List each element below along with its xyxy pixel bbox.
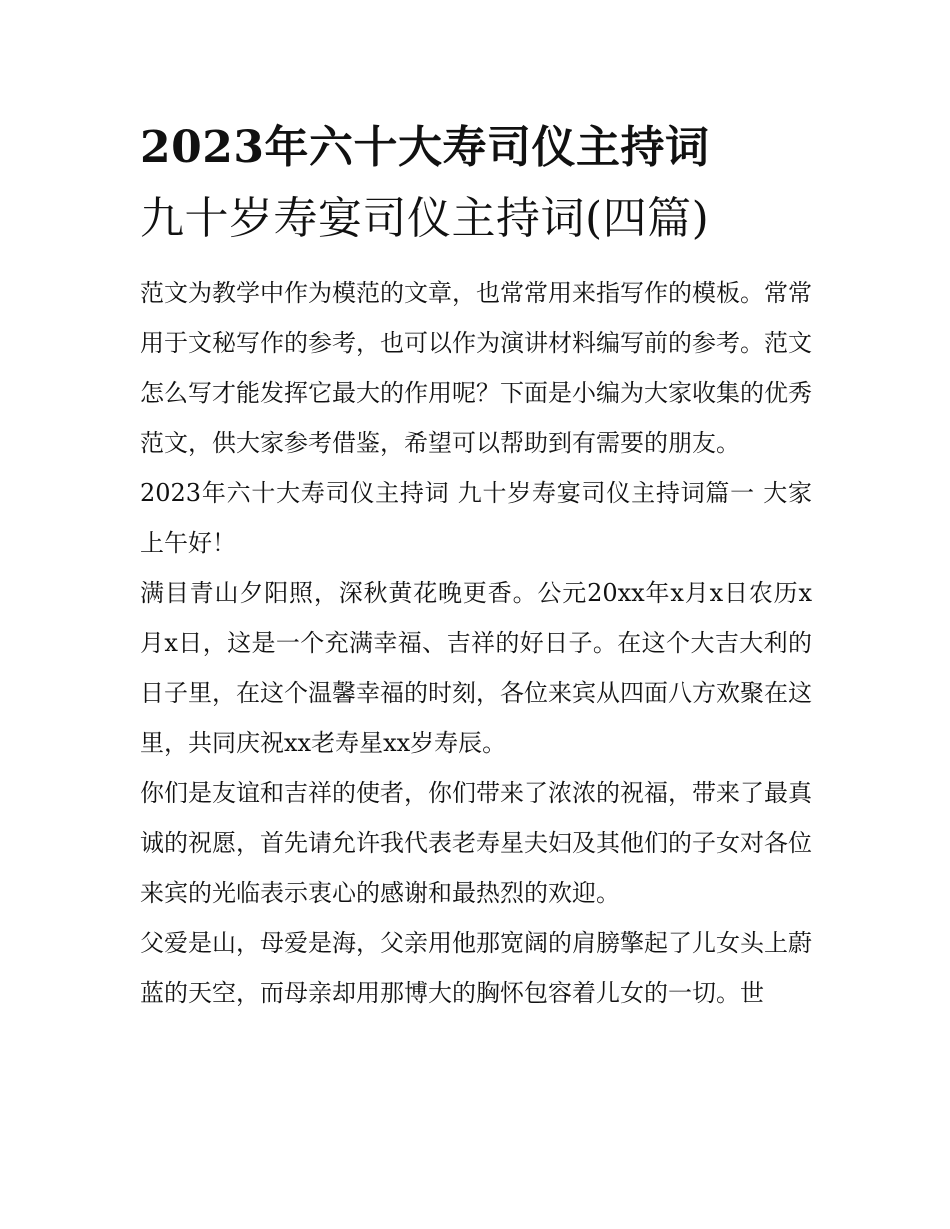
document-title [140,112,812,254]
document-body [140,268,812,1018]
paragraph-intro: 范文为教学中作为模范的文章，也常常用来指写作的模板。常常用于文秘写作的参考，也可以作为演讲材料编写前的参考。范文怎么写才能发挥它最大的作用呢？下面是小编为大家收集的优秀范文，供大家参考借鉴，希望可以帮助到有需要的朋友。 [140,279,812,457]
title-line-1: 2023年六十大寿司仪主持词 [140,122,710,173]
paragraph-welcome: 你们是友谊和吉祥的使者，你们带来了浓浓的祝福，带来了最真诚的祝愿，首先请允许我代表老寿星夫妇及其他们的子女对各位来宾的光临表示衷心的感谢和最热烈的欢迎。 [140,779,812,907]
paragraph-heading-greeting: 2023年六十大寿司仪主持词 九十岁寿宴司仪主持词篇一 大家上午好！ [140,479,812,557]
paragraph-opening: 满目青山夕阳照，深秋黄花晚更香。公元20xx年x月x日农历x月x日，这是一个充满幸福、吉祥的好日子。在这个大吉大利的日子里，在这个温馨幸福的时刻，各位来宾从四面八方欢聚在这里，共同庆祝xx老寿星xx岁寿辰。 [140,579,812,757]
paragraph-parents: 父爱是山，母爱是海，父亲用他那宽阔的肩膀擎起了儿女头上蔚蓝的天空，而母亲却用那博大的胸怀包容着儿女的一切。世 [140,929,812,1007]
document-content [140,112,812,1018]
title-line-2: 九十岁寿宴司仪主持词(四篇) [140,193,710,244]
